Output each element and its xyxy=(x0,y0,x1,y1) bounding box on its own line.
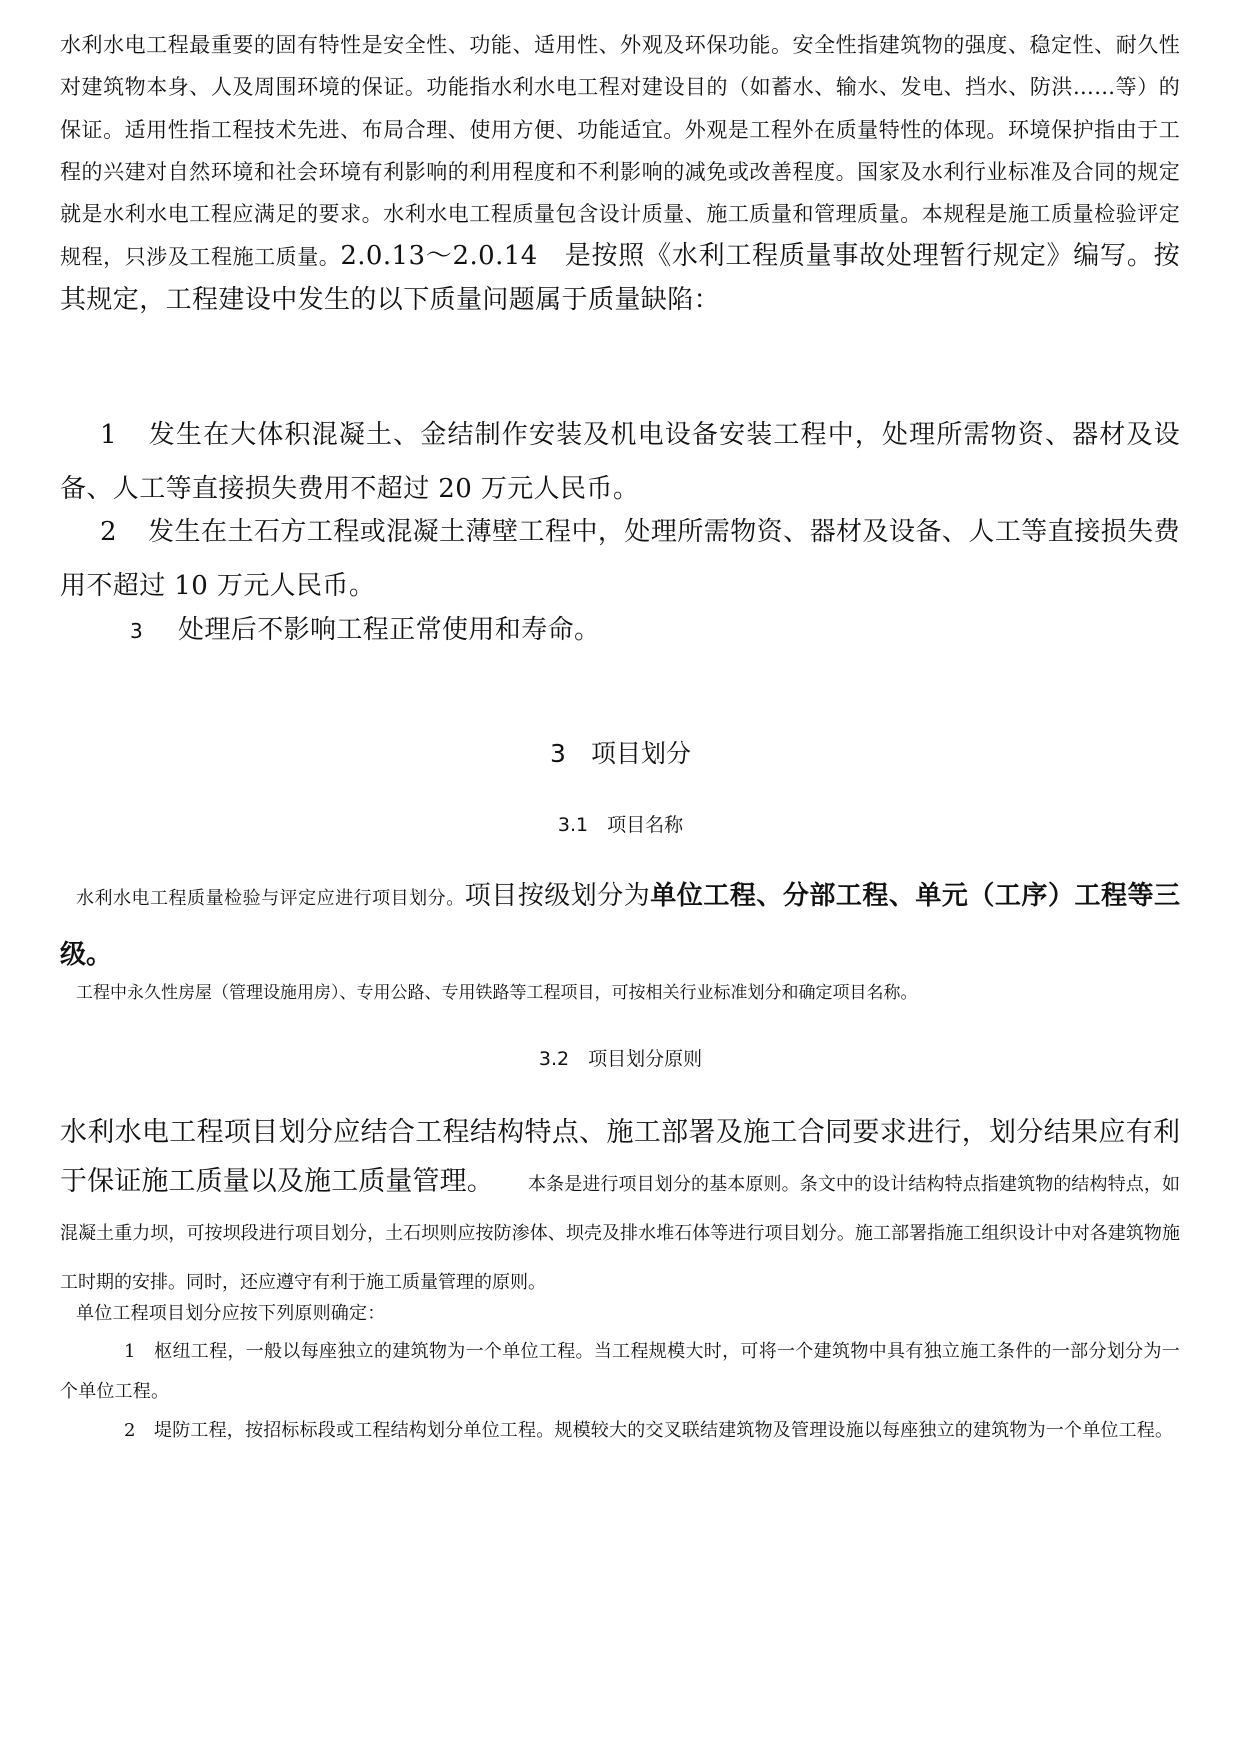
defect-item-3 xyxy=(60,603,1180,658)
paragraph-permanent-works: 工程中永久性房屋（管理设施用房）、专用公路、专用铁路等工程项目，可按相关行业标准划分和确定项目名称。 xyxy=(76,983,918,1003)
paragraph-text: 水利水电工程最重要的固有特性是安全性、功能、适用性、外观及环保功能。安全性指建筑物的强度、稳定性、耐久性对建筑物本身、人及周围环境的保证。功能指水利水电工程对建设目的（如蓄水、输水、发电、挡水、防洪……等）的保证。适用性指工程技术先进、布局合理、使用方便、功能适宜。外观是工程外在质量特性的体现。环境保护指由于工程的兴建对自然环境和社会环境有利影响的利用程度和不利影响的减免或改善程度。国家及水利行业标准及合同的规定就是水利水电工程应满足的要求。水利水电工程质量包含设计质量、施工质量和管理质量。本规程是施工质量检验评定规程，只涉及工程施工质量。 xyxy=(60,33,1180,270)
rule-text: 枢纽工程，一般以每座独立的建筑物为一个单位工程。当工程规模大时，可将一个建筑物中具有独立施工条件的一部分划分为一个单位工程。 xyxy=(60,1341,1180,1402)
paragraph-text-large: 2.0.13～2.0.14 是按照《水利工程质量事故处理暂行规定》编写。按其规定，工程建设中发生的以下质量问题属于质量缺陷： xyxy=(60,241,1180,315)
item-number: 3 xyxy=(130,619,144,643)
item-number: 2 xyxy=(100,517,117,547)
item-text: 发生在土石方工程或混凝土薄壁工程中，处理所需物资、器材及设备、人工等直接损失费用不超过 10 万元人民币。 xyxy=(60,517,1180,601)
defect-item-1 xyxy=(60,408,1180,516)
rule-item-1 xyxy=(60,1332,1180,1412)
subsection-heading-3-2: 3.2 项目划分原则 xyxy=(538,1048,703,1070)
item-text: 发生在大体积混凝土、金结制作安装及机电设备安装工程中，处理所需物资、器材及设备、人工等直接损失费用不超过 20 万元人民币。 xyxy=(60,420,1180,504)
paragraph-division-principle xyxy=(60,1108,1180,1304)
rule-item-2 xyxy=(60,1411,1180,1451)
item-number: 1 xyxy=(100,420,117,450)
paragraph-text-small: 本条是进行项目划分的基本原则。条文中的设计结构特点指建筑物的结构特点，如混凝土重力坝，可按坝段进行项目划分，土石坝则应按防渗体、坝壳及排水堆石体等进行项目划分。施工部署指施工组织设计中对各建筑物施工时期的安排。同时，还应遵守有利于施工质量管理的原则。 xyxy=(60,1174,1181,1293)
paragraph-text-large: 水利水电工程项目划分应结合工程结构特点、施工部署及施工合同要求进行，划分结果应有利于保证施工质量以及施工质量管理。 xyxy=(60,1117,1180,1197)
paragraph-quality-characteristics xyxy=(60,24,1180,321)
defect-item-2 xyxy=(60,505,1180,613)
rule-number: 2 xyxy=(124,1420,136,1441)
subsection-heading-3-1: 3.1 项目名称 xyxy=(557,814,684,836)
paragraph-project-division xyxy=(60,868,1180,986)
paragraph-unit-rules-intro: 单位工程项目划分应按下列原则确定： xyxy=(76,1303,386,1324)
paragraph-text-large: 项目按级划分为 xyxy=(464,881,651,911)
paragraph-text-small: 水利水电工程质量检验与评定应进行项目划分。 xyxy=(76,888,465,909)
rule-number: 1 xyxy=(124,1341,136,1362)
rule-text: 堤防工程，按招标标段或工程结构划分单位工程。规模较大的交叉联结建筑物及管理设施以每座独立的建筑物为一个单位工程。 xyxy=(154,1420,1174,1441)
section-heading-3: 3 项目划分 xyxy=(550,739,691,768)
paragraph-text-bold: 单位工程、分部工程、单元（工序）工程等三级。 xyxy=(60,881,1180,970)
item-text: 处理后不影响工程正常使用和寿命。 xyxy=(178,615,601,645)
